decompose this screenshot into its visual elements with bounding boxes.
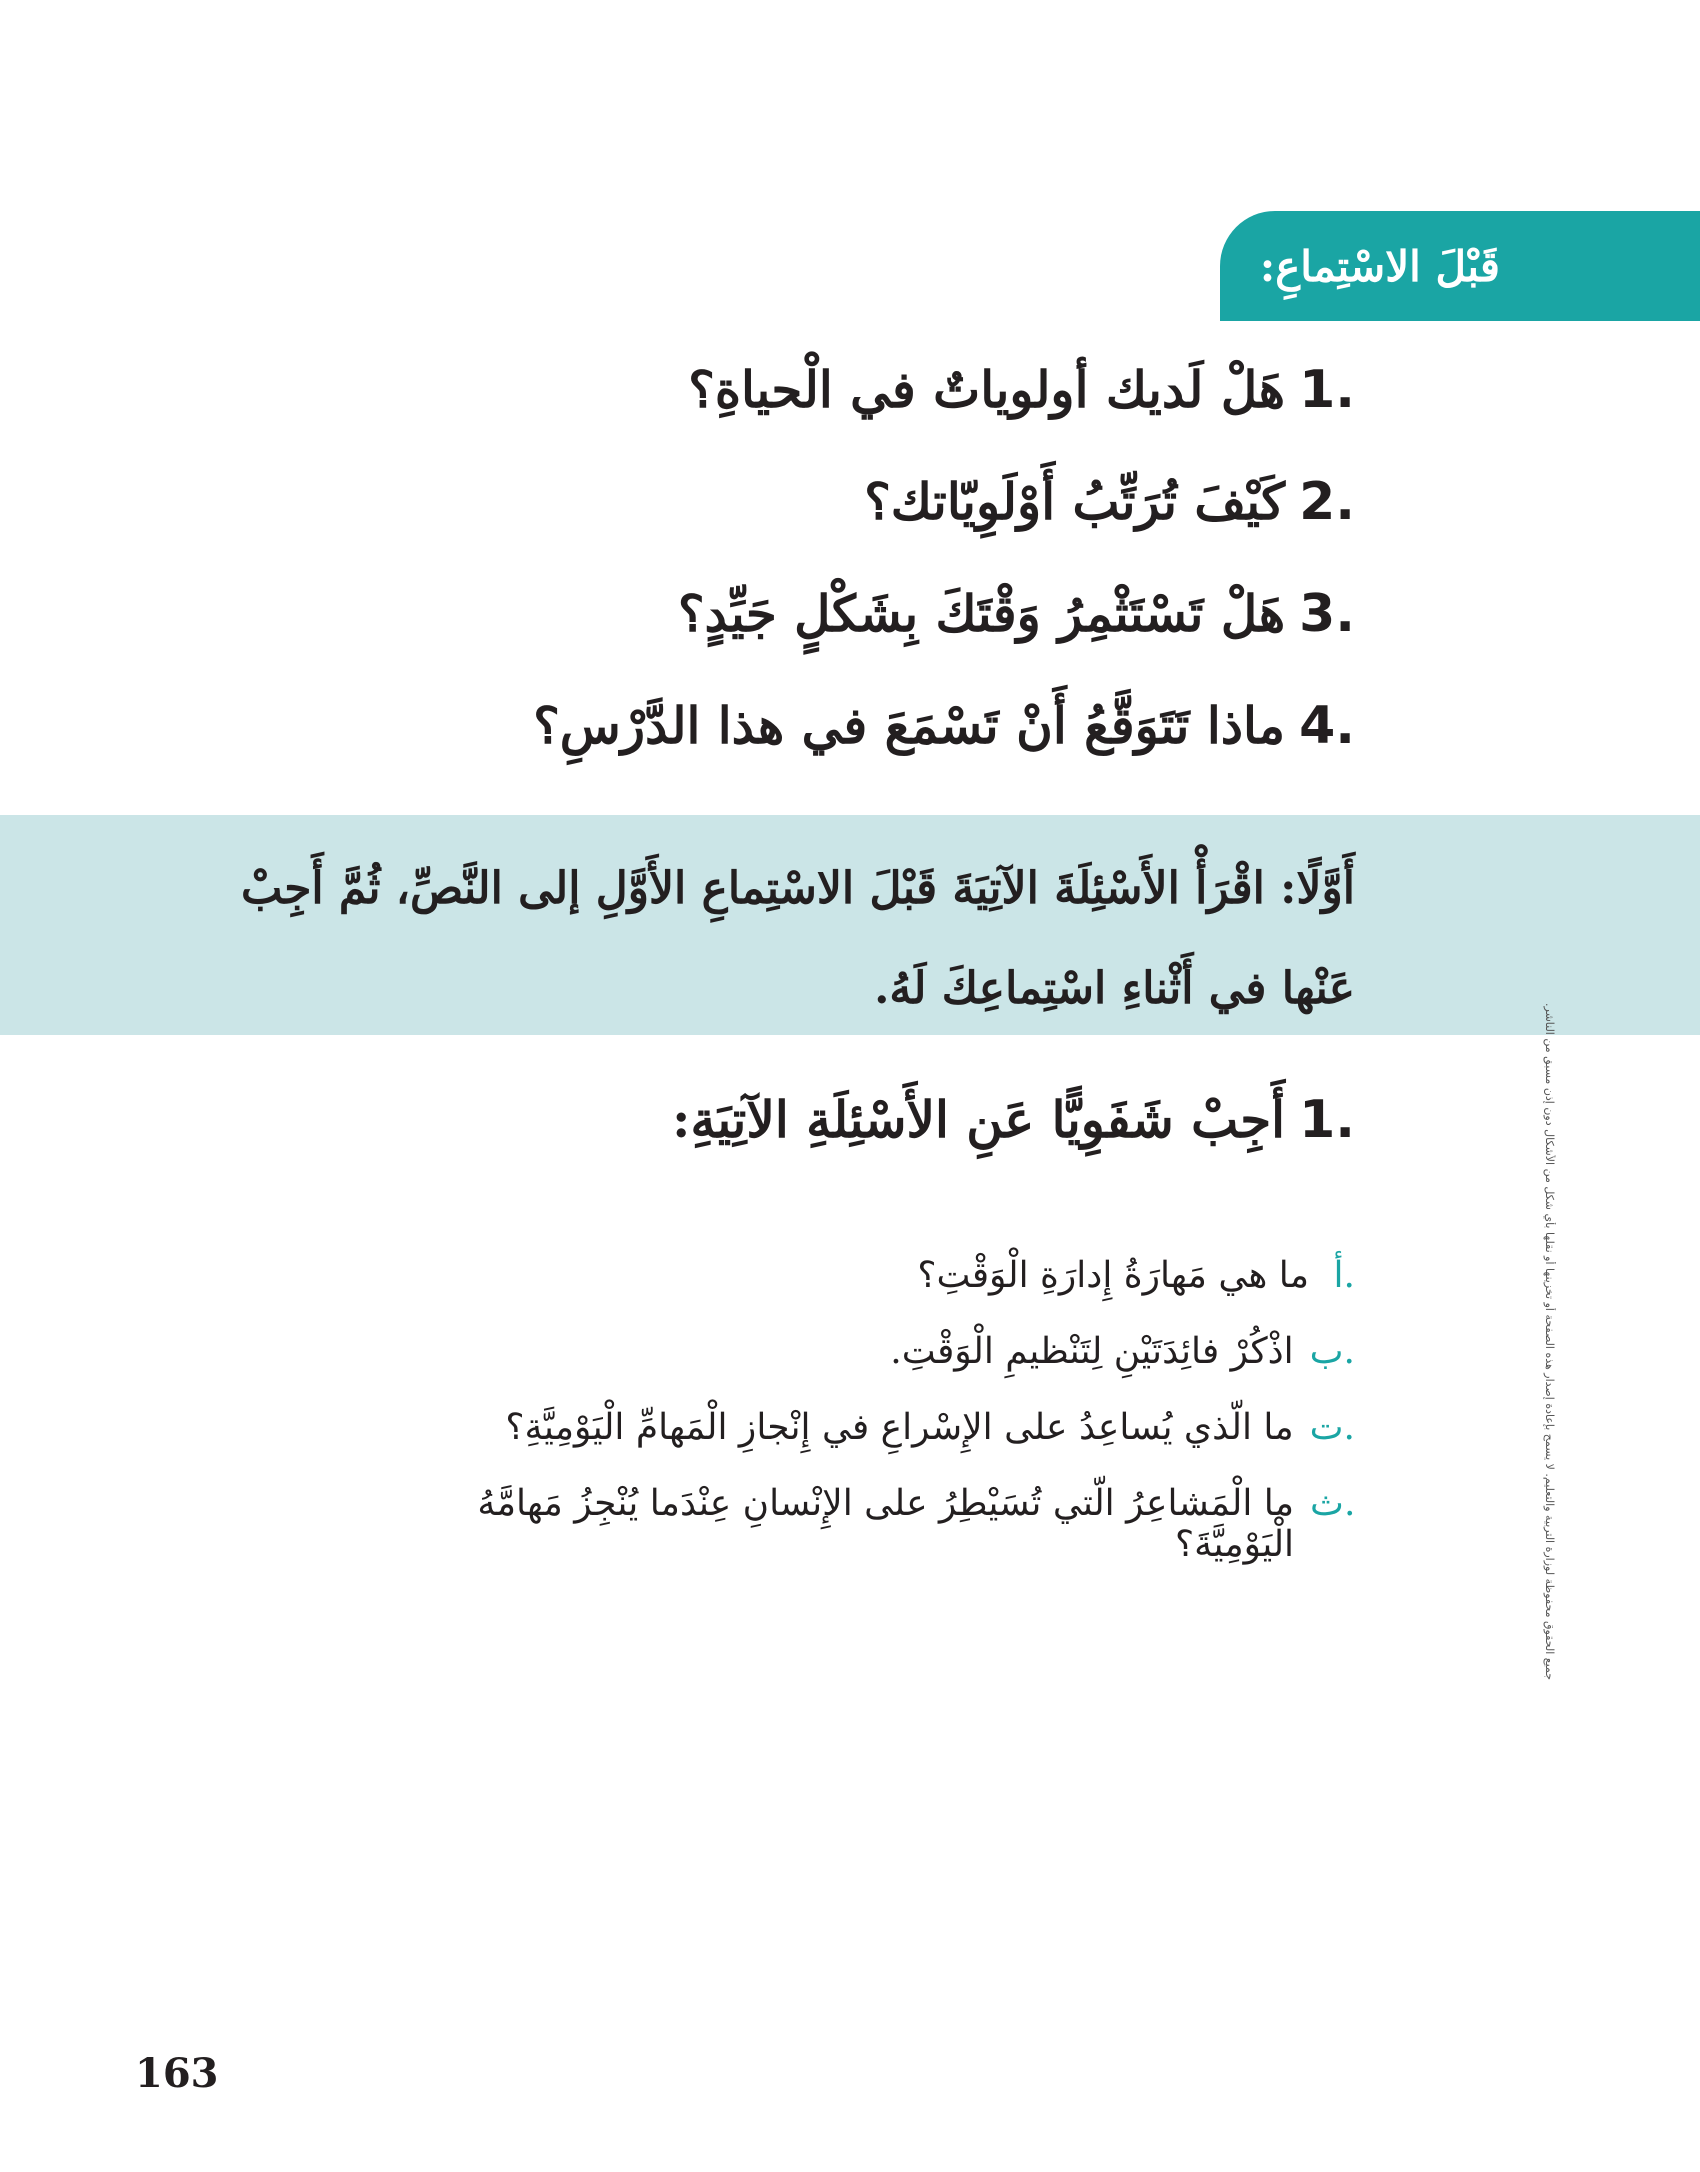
sub-question-letter: ب. — [1309, 1331, 1355, 1372]
list-item — [255, 584, 1355, 696]
question-number: 1. — [1299, 360, 1355, 420]
sub-question-text: ما الّذي يُساعِدُ على الإِسْراعِ في إِنْجازِ الْمَهامِّ الْيَوْمِيَّةِ؟ — [505, 1407, 1294, 1448]
sub-question-text: اذْكُرْ فائِدَتَيْنِ لِتَنْظيمِ الْوَقْتِ. — [890, 1331, 1294, 1372]
sub-question-letter: ت. — [1309, 1407, 1355, 1448]
list-item — [255, 696, 1355, 808]
question-text: هَلْ لَديك أولوياتٌ في الْحياةِ؟ — [688, 360, 1286, 419]
list-item — [355, 1407, 1355, 1483]
task-text: أَجِبْ شَفَوِيًّا عَنِ الأَسْئِلَةِ الآتِيَةِ: — [672, 1090, 1286, 1149]
copyright-note: جميع الحقوق محفوظة لوزارة التربية والتعليم. لا يسمح بإعادة إصدار هذه الصفحة أو تخزينها أو نقلها بأي شكل من الأشكال دون إذن مسبق من الناشر. — [1543, 1002, 1556, 1680]
page-number: 163 — [135, 2050, 219, 2097]
list-item — [355, 1255, 1355, 1331]
question-text: ماذا تَتَوَقَّعُ أَنْ تَسْمَعَ في هذا الدَّرْسِ؟ — [533, 696, 1286, 755]
question-number: 3. — [1299, 584, 1355, 644]
sub-questions — [355, 1255, 1356, 1565]
question-number: 4. — [1299, 696, 1355, 756]
sub-question-text: ما هي مَهارَةُ إِدارَةِ الْوَقْتِ؟ — [917, 1255, 1309, 1296]
sub-question-letter: أ. — [1333, 1255, 1355, 1296]
list-item — [355, 1331, 1355, 1407]
sub-question-text: ما الْمَشاعِرُ الّتي تُسَيْطِرُ على الإِنْسانِ عِنْدَما يُنْجِزُ مَهامَّهُ الْيَوْمِيَّةَ؟ — [477, 1483, 1295, 1565]
section-title: قَبْلَ الاسْتِماعِ: — [1259, 241, 1500, 291]
list-item — [255, 360, 1355, 472]
instruction-band — [0, 815, 1700, 1035]
task-number: 1. — [1299, 1090, 1355, 1150]
sub-question-letter: ث. — [1310, 1483, 1356, 1524]
list-item — [355, 1483, 1356, 1565]
task-heading — [672, 1090, 1355, 1150]
question-text: هَلْ تَسْتَثْمِرُ وَقْتَكَ بِشَكْلٍ جَيِّدٍ؟ — [677, 584, 1286, 643]
section-tab — [1220, 211, 1700, 321]
question-text: كَيْفَ تُرَتِّبُ أَوْلَوِيّاتك؟ — [864, 472, 1286, 531]
list-item — [255, 472, 1355, 584]
instruction-text: أَوَّلًا: اقْرَأْ الأَسْئِلَةَ الآتِيَةَ قَبْلَ الاسْتِماعِ الأَوَّلِ إلى النَّصِّ، ثُمَّ أَجِبْ عَنْها في أَثْناءِ اسْتِماعِكَ لَهُ. — [240, 863, 1355, 1014]
pre-listening-questions — [255, 360, 1355, 808]
question-number: 2. — [1299, 472, 1355, 532]
